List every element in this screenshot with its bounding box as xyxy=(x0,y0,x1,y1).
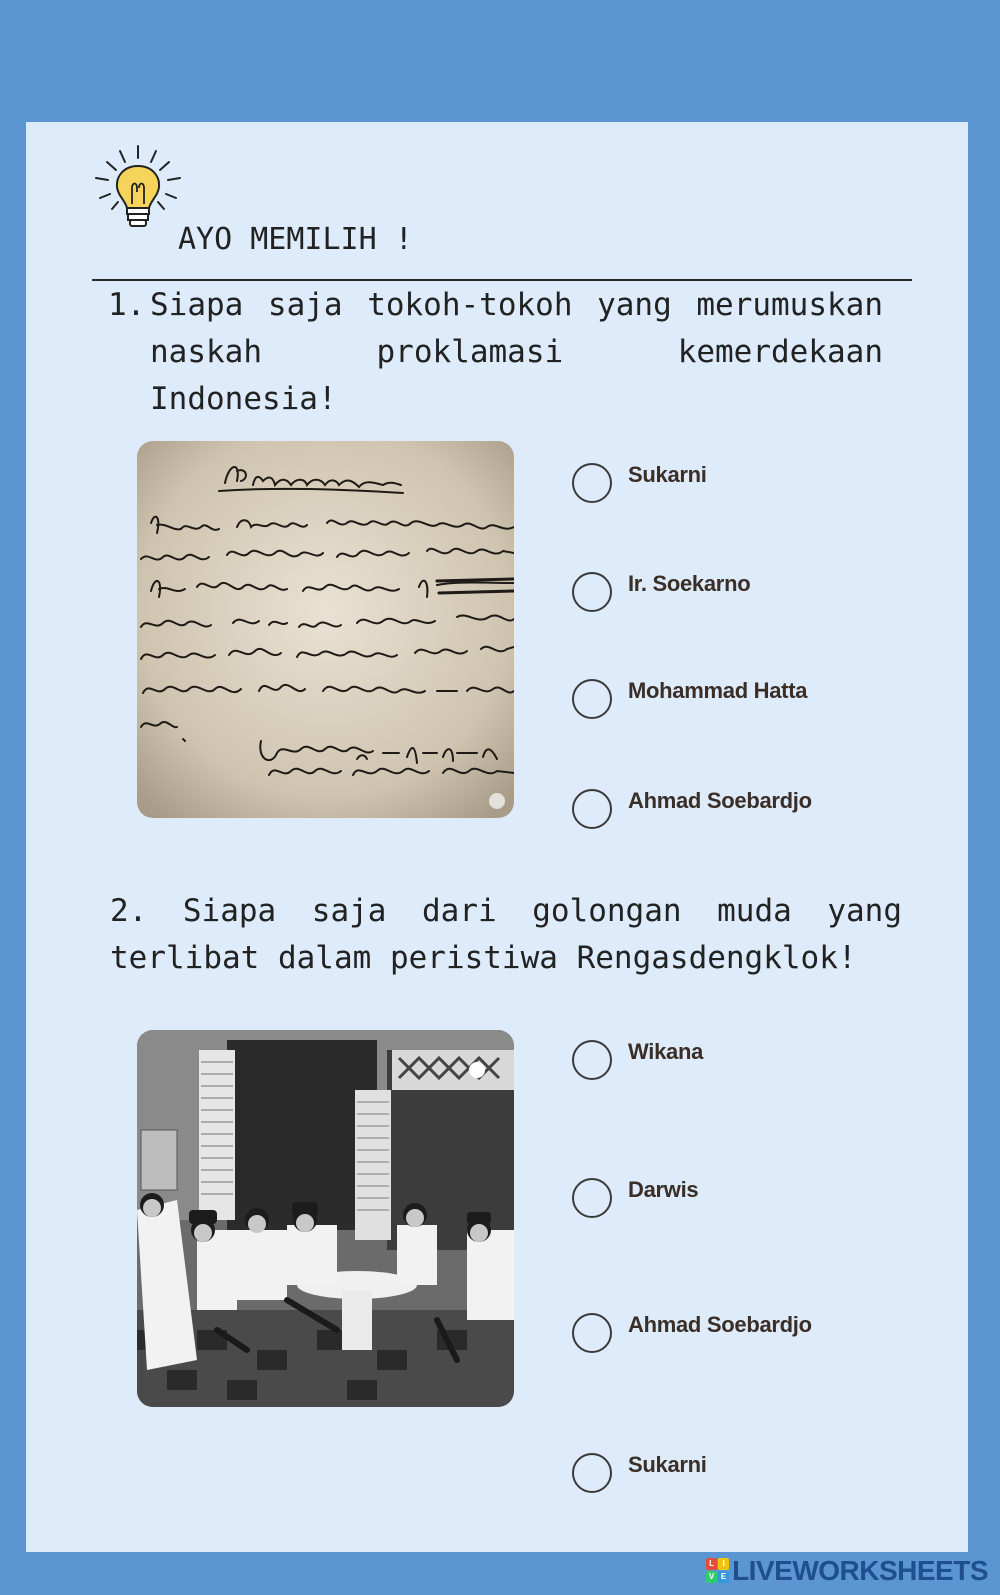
worksheet-heading: AYO MEMILIH ! xyxy=(178,222,413,257)
radio-button[interactable] xyxy=(572,789,612,829)
question-2-text: 2. Siapa saja dari golongan muda yang terlibat dalam peristiwa Rengasdengklok! xyxy=(110,893,902,976)
lightbulb-icon xyxy=(90,142,186,238)
divider xyxy=(92,279,912,281)
radio-button[interactable] xyxy=(572,1178,612,1218)
option-label: Mohammad Hatta xyxy=(628,678,808,703)
proklamasi-manuscript-image xyxy=(137,441,514,818)
option-label: Ahmad Soebardjo xyxy=(628,1312,812,1337)
q1-option-3[interactable] xyxy=(572,679,807,719)
option-label: Ir. Soekarno xyxy=(628,571,751,596)
liveworksheets-wordmark: LIVEWORKSHEETS xyxy=(732,1555,988,1586)
radio-button[interactable] xyxy=(572,1040,612,1080)
radio-button[interactable] xyxy=(572,679,612,719)
option-label: Wikana xyxy=(628,1039,704,1064)
radio-button[interactable] xyxy=(572,1453,612,1493)
option-label: Darwis xyxy=(628,1177,699,1202)
option-label: Sukarni xyxy=(628,1452,707,1477)
option-label: Sukarni xyxy=(628,462,707,487)
q2-option-4[interactable] xyxy=(572,1453,707,1493)
liveworksheets-logo[interactable] xyxy=(706,1555,988,1587)
rengasdengklok-photo xyxy=(137,1030,514,1407)
q2-option-3[interactable] xyxy=(572,1313,812,1353)
question-1-number: 1. xyxy=(108,287,146,323)
option-label: Ahmad Soebardjo xyxy=(628,788,812,813)
question-1-text: Siapa saja tokoh-tokoh yang merumuskan naskah proklamasi kemerdekaan Indonesia! xyxy=(150,287,883,417)
radio-button[interactable] xyxy=(572,1313,612,1353)
radio-button[interactable] xyxy=(572,463,612,503)
q1-option-4[interactable] xyxy=(572,789,812,829)
q2-option-2[interactable] xyxy=(572,1178,698,1218)
radio-button[interactable] xyxy=(572,572,612,612)
q1-option-2[interactable] xyxy=(572,572,750,612)
q2-option-1[interactable] xyxy=(572,1040,703,1080)
q1-option-1[interactable] xyxy=(572,463,707,503)
liveworksheets-logo-icon: L I V E xyxy=(706,1558,730,1584)
